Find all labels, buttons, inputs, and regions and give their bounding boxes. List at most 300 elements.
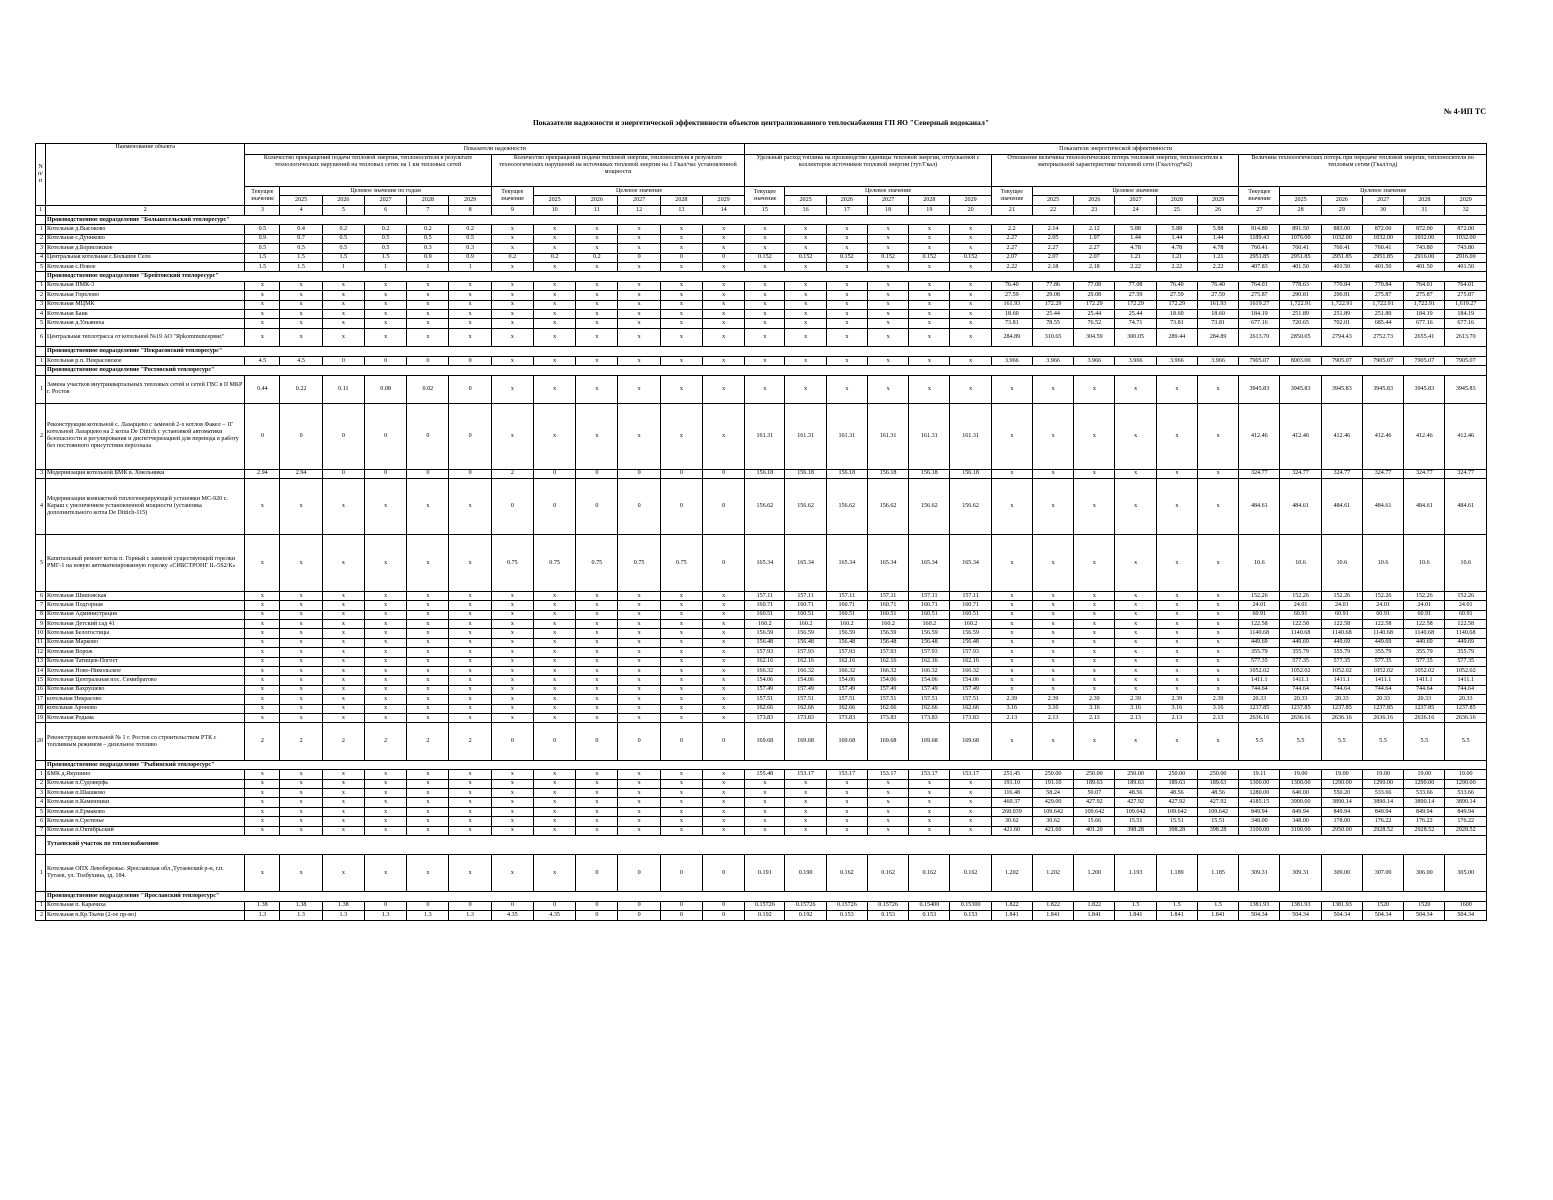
value-cell: x: [991, 648, 1032, 657]
object-name: БМК д.Якушино: [46, 770, 245, 779]
value-cell: 1032.00: [1445, 234, 1487, 243]
value-cell: x: [660, 638, 702, 647]
value-cell: x: [576, 638, 618, 647]
column-number: 21: [991, 206, 1032, 216]
value-cell: 1.3: [449, 911, 491, 920]
value-cell: x: [702, 591, 744, 600]
value-cell: x: [1115, 601, 1156, 610]
value-cell: x: [322, 309, 364, 318]
value-cell: x: [1156, 685, 1197, 694]
value-cell: x: [576, 798, 618, 807]
value-cell: 309.31: [1239, 854, 1280, 892]
value-cell: x: [618, 648, 660, 657]
value-cell: 577.35: [1445, 657, 1487, 666]
value-cell: 156.48: [785, 638, 826, 647]
value-cell: x: [702, 629, 744, 638]
value-cell: 1,722.91: [1280, 300, 1321, 309]
value-cell: 2951.85: [1280, 253, 1321, 262]
value-cell: 0.162: [826, 854, 867, 892]
value-cell: x: [618, 704, 660, 713]
value-cell: x: [785, 244, 826, 253]
value-cell: 0: [618, 911, 660, 920]
value-cell: x: [322, 854, 364, 892]
object-name: Реконструкция котельной № 1 г. Ростов со строительством РТК с топливным режимом – дизельное топливо: [46, 723, 245, 761]
value-cell: 1052.02: [1445, 666, 1487, 675]
value-cell: 60.91: [1362, 610, 1403, 619]
value-cell: 1237.85: [1321, 704, 1362, 713]
value-cell: x: [407, 779, 449, 788]
value-cell: 2655.41: [1404, 328, 1445, 347]
value-cell: x: [322, 300, 364, 309]
object-name: Котельная Детский сад 41: [46, 619, 245, 628]
value-cell: x: [245, 648, 280, 657]
value-cell: x: [407, 657, 449, 666]
value-cell: 1.3: [407, 911, 449, 920]
value-cell: x: [867, 789, 908, 798]
value-cell: 154.06: [867, 676, 908, 685]
value-cell: 60.91: [1445, 610, 1487, 619]
row-number: 7: [36, 601, 46, 610]
value-cell: x: [322, 281, 364, 290]
value-cell: x: [280, 807, 322, 816]
value-cell: 157.93: [745, 648, 785, 657]
value-cell: 1076.00: [1280, 234, 1321, 243]
value-cell: x: [245, 789, 280, 798]
row-number: 11: [36, 638, 46, 647]
value-cell: 1.841: [1074, 911, 1115, 920]
value-cell: 401.50: [1280, 262, 1321, 271]
value-cell: 1.841: [1032, 911, 1073, 920]
value-cell: 2.14: [1032, 225, 1073, 234]
value-cell: x: [407, 695, 449, 704]
value-cell: 702.01: [1321, 319, 1362, 328]
value-cell: 1052.02: [1280, 666, 1321, 675]
value-cell: 24.01: [1362, 601, 1403, 610]
value-cell: 154.06: [745, 676, 785, 685]
value-cell: x: [364, 695, 406, 704]
value-cell: 284.89: [991, 328, 1032, 347]
value-cell: x: [364, 281, 406, 290]
value-cell: 0: [491, 479, 533, 535]
value-cell: x: [991, 685, 1032, 694]
value-cell: 550.20: [1321, 789, 1362, 798]
value-cell: x: [576, 291, 618, 300]
value-cell: 76.40: [1156, 281, 1197, 290]
value-cell: 156.59: [826, 629, 867, 638]
value-cell: 484.61: [1280, 479, 1321, 535]
value-cell: x: [364, 309, 406, 318]
header-year: 2027: [867, 196, 908, 206]
value-cell: 157.49: [745, 685, 785, 694]
value-cell: 324.77: [1321, 469, 1362, 478]
value-cell: x: [826, 234, 867, 243]
value-cell: x: [449, 685, 491, 694]
value-cell: 0.2: [322, 225, 364, 234]
value-cell: x: [1115, 479, 1156, 535]
value-cell: 504.34: [1321, 911, 1362, 920]
value-cell: 2636.16: [1362, 713, 1403, 722]
value-cell: x: [280, 789, 322, 798]
header-current-value: Текущее значение: [991, 187, 1032, 206]
value-cell: 162.66: [867, 704, 908, 713]
value-cell: x: [1197, 666, 1238, 675]
value-cell: x: [745, 807, 785, 816]
value-cell: 2951.85: [1239, 253, 1280, 262]
value-cell: 0: [449, 356, 491, 365]
column-number: 27: [1239, 206, 1280, 216]
value-cell: x: [491, 225, 533, 234]
value-cell: 0.2: [576, 253, 618, 262]
value-cell: x: [280, 281, 322, 290]
value-cell: 0: [660, 911, 702, 920]
header-group-3: Удельный расход топлива на производство единицы тепловой энергии, отпускаемой с коллекторов источников тепловой энергии (тут/Гкал): [745, 155, 991, 187]
value-cell: x: [533, 610, 575, 619]
value-cell: x: [702, 328, 744, 347]
table-row: [36, 666, 1487, 675]
value-cell: x: [1197, 685, 1238, 694]
value-cell: x: [1074, 601, 1115, 610]
value-cell: 449.69: [1404, 638, 1445, 647]
value-cell: 2.27: [1032, 244, 1073, 253]
table-row: [36, 619, 1487, 628]
value-cell: x: [745, 281, 785, 290]
value-cell: 4.78: [1115, 244, 1156, 253]
value-cell: 1,619.27: [1445, 300, 1487, 309]
value-cell: 577.35: [1239, 657, 1280, 666]
value-cell: x: [745, 319, 785, 328]
value-cell: x: [449, 291, 491, 300]
value-cell: 29.08: [1074, 291, 1115, 300]
value-cell: x: [322, 601, 364, 610]
value-cell: 50.07: [1074, 789, 1115, 798]
value-cell: x: [950, 309, 991, 318]
value-cell: 162.66: [909, 704, 950, 713]
header-year: 2026: [322, 196, 364, 206]
object-name: Котельная п.Судоверфь: [46, 779, 245, 788]
value-cell: x: [1115, 685, 1156, 694]
value-cell: 250.00: [1032, 770, 1073, 779]
value-cell: 2.07: [991, 253, 1032, 262]
row-number: 5: [36, 535, 46, 591]
value-cell: 157.49: [909, 685, 950, 694]
value-cell: x: [364, 300, 406, 309]
value-cell: x: [1032, 535, 1073, 591]
value-cell: x: [533, 638, 575, 647]
value-cell: 2.13: [1197, 713, 1238, 722]
value-cell: x: [491, 854, 533, 892]
header-year: 2027: [1362, 196, 1403, 206]
value-cell: 1.44: [1115, 234, 1156, 243]
value-cell: 165.34: [909, 535, 950, 591]
value-cell: 157.93: [826, 648, 867, 657]
value-cell: x: [1197, 657, 1238, 666]
value-cell: 154.06: [909, 676, 950, 685]
value-cell: 176.22: [1445, 817, 1487, 826]
object-name: Котельная п.Сретенье: [46, 817, 245, 826]
value-cell: 19.11: [1239, 770, 1280, 779]
value-cell: 0: [702, 479, 744, 535]
value-cell: x: [491, 648, 533, 657]
value-cell: 2: [491, 469, 533, 478]
value-cell: x: [576, 601, 618, 610]
object-name: Центральная теплотрасса от котельной №19 АО "Ярkommunсервис": [46, 328, 245, 347]
value-cell: x: [407, 629, 449, 638]
value-cell: x: [576, 685, 618, 694]
table-row: [36, 826, 1487, 835]
header-efficiency: Показатели энергетической эффективности: [745, 144, 1487, 155]
header-year: 2027: [364, 196, 406, 206]
value-cell: 1.3: [322, 911, 364, 920]
value-cell: x: [576, 309, 618, 318]
value-cell: x: [576, 375, 618, 403]
value-cell: 0.08: [364, 375, 406, 403]
column-number: 30: [1362, 206, 1403, 216]
value-cell: 0: [407, 469, 449, 478]
value-cell: 184.19: [1404, 309, 1445, 318]
value-cell: 0: [491, 723, 533, 761]
row-number: 1: [36, 356, 46, 365]
value-cell: 166.32: [785, 666, 826, 675]
value-cell: 173.83: [785, 713, 826, 722]
value-cell: x: [826, 807, 867, 816]
value-cell: 20.33: [1321, 695, 1362, 704]
value-cell: 1.200: [1074, 854, 1115, 892]
value-cell: x: [491, 291, 533, 300]
value-cell: 421.60: [991, 826, 1032, 835]
table-row: [36, 319, 1487, 328]
value-cell: 0.162: [867, 854, 908, 892]
value-cell: 460.37: [991, 798, 1032, 807]
value-cell: 355.79: [1362, 648, 1403, 657]
value-cell: x: [660, 704, 702, 713]
value-cell: 160.2: [909, 619, 950, 628]
value-cell: 0: [576, 854, 618, 892]
value-cell: 1411.1: [1445, 676, 1487, 685]
header-group-5: Величина технологических потерь при передаче тепловой энергии, теплоносителя по тепловым сетям (Гкал/год): [1239, 155, 1487, 187]
value-cell: x: [702, 676, 744, 685]
value-cell: x: [449, 601, 491, 610]
value-cell: 173.83: [826, 713, 867, 722]
section-spacer: [36, 760, 46, 769]
value-cell: x: [785, 281, 826, 290]
value-cell: 0: [702, 469, 744, 478]
value-cell: 533.66: [1404, 789, 1445, 798]
value-cell: 0.190: [785, 854, 826, 892]
value-cell: x: [660, 770, 702, 779]
value-cell: 2.18: [1074, 262, 1115, 271]
value-cell: 0: [364, 901, 406, 910]
section-spacer: [36, 366, 46, 375]
value-cell: x: [785, 309, 826, 318]
value-cell: x: [950, 234, 991, 243]
value-cell: 3.16: [1032, 704, 1073, 713]
value-cell: 1411.1: [1362, 676, 1403, 685]
value-cell: x: [364, 648, 406, 657]
value-cell: x: [702, 610, 744, 619]
value-cell: x: [618, 281, 660, 290]
value-cell: 152.26: [1362, 591, 1403, 600]
value-cell: 849.94: [1362, 807, 1403, 816]
value-cell: 1.822: [1032, 901, 1073, 910]
value-cell: x: [745, 309, 785, 318]
value-cell: x: [280, 479, 322, 535]
value-cell: 1.97: [1074, 234, 1115, 243]
value-cell: 77.08: [1074, 281, 1115, 290]
value-cell: 3100.00: [1280, 826, 1321, 835]
value-cell: x: [364, 676, 406, 685]
value-cell: x: [867, 300, 908, 309]
column-number: 23: [1074, 206, 1115, 216]
value-cell: 157.11: [909, 591, 950, 600]
value-cell: 355.79: [1404, 648, 1445, 657]
value-cell: 160.71: [867, 601, 908, 610]
value-cell: x: [660, 695, 702, 704]
value-cell: 122.58: [1280, 619, 1321, 628]
value-cell: 20.33: [1362, 695, 1403, 704]
value-cell: x: [1074, 591, 1115, 600]
value-cell: x: [867, 244, 908, 253]
value-cell: 760.41: [1321, 244, 1362, 253]
value-cell: 1237.85: [1239, 704, 1280, 713]
value-cell: 1032.00: [1362, 234, 1403, 243]
value-cell: 1.3: [245, 911, 280, 920]
value-cell: 0: [322, 356, 364, 365]
value-cell: x: [491, 375, 533, 403]
value-cell: x: [245, 713, 280, 722]
value-cell: x: [280, 309, 322, 318]
value-cell: 156.62: [950, 479, 991, 535]
value-cell: 0: [660, 723, 702, 761]
value-cell: 0.162: [909, 854, 950, 892]
value-cell: x: [1032, 619, 1073, 628]
value-cell: 0.5: [407, 234, 449, 243]
value-cell: x: [826, 300, 867, 309]
value-cell: x: [407, 648, 449, 657]
row-number: 17: [36, 695, 46, 704]
value-cell: 4.5: [280, 356, 322, 365]
value-cell: 172.29: [1156, 300, 1197, 309]
value-cell: 3.16: [1197, 704, 1238, 713]
value-cell: x: [576, 300, 618, 309]
value-cell: x: [491, 695, 533, 704]
value-cell: 872.00: [1404, 225, 1445, 234]
value-cell: x: [1032, 610, 1073, 619]
value-cell: 1.5: [280, 262, 322, 271]
value-cell: x: [576, 328, 618, 347]
value-cell: 449.69: [1445, 638, 1487, 647]
row-number: 3: [36, 789, 46, 798]
value-cell: 116.48: [991, 789, 1032, 798]
value-cell: x: [322, 685, 364, 694]
table-row: [36, 291, 1487, 300]
value-cell: 29.08: [1032, 291, 1073, 300]
value-cell: 157.11: [785, 591, 826, 600]
row-number: 4: [36, 479, 46, 535]
value-cell: x: [991, 601, 1032, 610]
value-cell: 407.83: [1239, 262, 1280, 271]
header-target-value: Целевое значение: [1280, 187, 1487, 196]
value-cell: 849.94: [1445, 807, 1487, 816]
value-cell: x: [280, 648, 322, 657]
value-cell: 2.22: [1115, 262, 1156, 271]
value-cell: x: [533, 770, 575, 779]
value-cell: x: [991, 403, 1032, 469]
value-cell: x: [618, 770, 660, 779]
value-cell: x: [618, 610, 660, 619]
value-cell: 484.61: [1404, 479, 1445, 535]
value-cell: 15.51: [1115, 817, 1156, 826]
value-cell: x: [702, 826, 744, 835]
object-name: Капитальный ремонт котла п. Горный с заменой существующей горелки РМГ-1 на новую автоматизированную горелку «СИБСТРОНГ IL-5S2/К»: [46, 535, 245, 591]
value-cell: 412.46: [1404, 403, 1445, 469]
value-cell: 156.62: [826, 479, 867, 535]
value-cell: 156.62: [745, 479, 785, 535]
value-cell: 162.16: [785, 657, 826, 666]
value-cell: x: [280, 695, 322, 704]
value-cell: 157.51: [867, 695, 908, 704]
value-cell: x: [785, 779, 826, 788]
value-cell: x: [364, 770, 406, 779]
value-cell: x: [867, 807, 908, 816]
row-number: 9: [36, 619, 46, 628]
value-cell: x: [280, 704, 322, 713]
value-cell: x: [745, 328, 785, 347]
value-cell: 18.60: [1156, 309, 1197, 318]
column-number: 4: [280, 206, 322, 216]
value-cell: 161.31: [909, 403, 950, 469]
value-cell: 355.79: [1280, 648, 1321, 657]
value-cell: x: [660, 319, 702, 328]
value-cell: x: [491, 657, 533, 666]
object-name: Котельная р.п. Некрасовское: [46, 356, 245, 365]
value-cell: 1.822: [991, 901, 1032, 910]
value-cell: 1052.02: [1321, 666, 1362, 675]
column-number: 14: [702, 206, 744, 216]
section-label: Производственное подразделение "Большесельский теплоресурс": [46, 216, 1487, 225]
value-cell: x: [245, 535, 280, 591]
value-cell: 18.60: [1197, 309, 1238, 318]
value-cell: 156.18: [785, 469, 826, 478]
value-cell: x: [826, 309, 867, 318]
value-cell: 5.5: [1239, 723, 1280, 761]
value-cell: 20.33: [1239, 695, 1280, 704]
header-year: 2027: [618, 196, 660, 206]
value-cell: 165.34: [785, 535, 826, 591]
value-cell: 5.5: [1321, 723, 1362, 761]
value-cell: x: [491, 244, 533, 253]
value-cell: x: [1197, 375, 1238, 403]
value-cell: 7905.07: [1362, 356, 1403, 365]
value-cell: x: [702, 789, 744, 798]
value-cell: x: [576, 713, 618, 722]
value-cell: 48.56: [1197, 789, 1238, 798]
value-cell: x: [364, 291, 406, 300]
value-cell: 0.5: [364, 244, 406, 253]
value-cell: x: [533, 300, 575, 309]
value-cell: 122.58: [1321, 619, 1362, 628]
value-cell: 15.51: [1197, 817, 1238, 826]
value-cell: 191.10: [991, 779, 1032, 788]
value-cell: x: [1197, 723, 1238, 761]
header-current-value: Текущее значение: [245, 187, 280, 206]
row-number: 10: [36, 629, 46, 638]
value-cell: x: [449, 591, 491, 600]
table-row: [36, 375, 1487, 403]
value-cell: 1140.68: [1404, 629, 1445, 638]
object-name: Котельная п.Ермаково: [46, 807, 245, 816]
value-cell: 0.9: [245, 234, 280, 243]
value-cell: x: [245, 629, 280, 638]
